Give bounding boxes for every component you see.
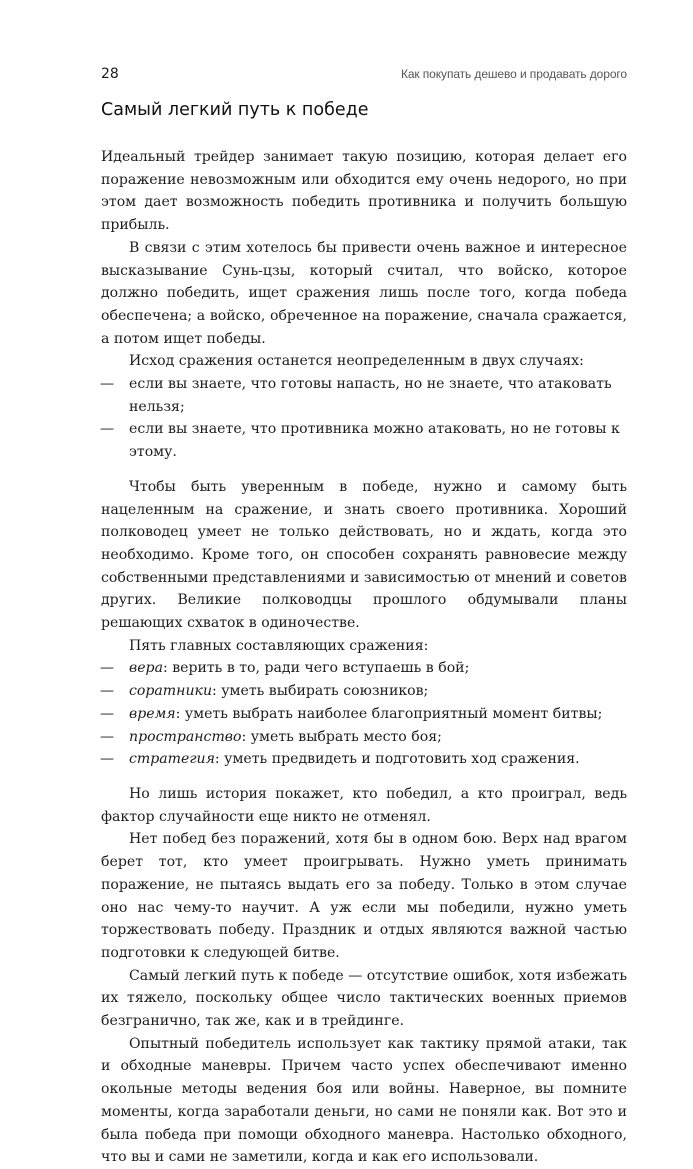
dash-bullet: — <box>100 751 115 768</box>
book-page <box>101 66 627 1169</box>
dash-bullet: — <box>100 376 115 393</box>
page-number: 28 <box>101 66 119 82</box>
list-item-text: : уметь выбрать наиболее благоприятный момент битвы; <box>175 705 603 722</box>
paragraph: Пять главных составляющих сражения: <box>129 637 429 654</box>
section-title: Самый легкий путь к победе <box>101 100 369 120</box>
paragraph: Но лишь история покажет, кто победил, а кто проиграл, ведь фактор случайности еще никто не отменял. <box>101 785 627 825</box>
list-item-term: вера <box>129 660 163 677</box>
list-item <box>101 680 627 703</box>
list-item-term: стратегия <box>129 751 215 768</box>
list-item-text: : уметь выбрать место боя; <box>241 728 442 745</box>
list-item-text: : уметь выбирать союзников; <box>212 683 429 700</box>
paragraph: Исход сражения останется неопределенным в двух случаях: <box>129 353 584 370</box>
list-item <box>101 373 627 418</box>
paragraph: Нет побед без поражений, хотя бы в одном бою. Верх над врагом берет тот, кто умеет проигрывать. Нужно уметь принимать поражение, не пытаясь выдать его за победу. Только в этом случае оно нас чему-то научит. А уж если мы победили, нужно уметь торжествовать победу. Праздник и отдых являются важной частью подготовки к следующей битве. <box>101 831 627 961</box>
running-header <box>101 66 627 82</box>
list-item-term: пространство <box>129 728 242 745</box>
running-book-title: Как покупать дешево и продавать дорого <box>400 67 627 81</box>
list-item <box>101 657 627 680</box>
dash-bullet: — <box>100 728 115 745</box>
list-item-text: : уметь предвидеть и подготовить ход сражения. <box>214 751 580 768</box>
body-text <box>101 146 627 1169</box>
paragraph: Идеальный трейдер занимает такую позицию, которая делает его поражение невозможным или обходится ему очень недорого, но при этом дает возможность победить противника и получить большую прибыль. <box>101 149 627 234</box>
dash-bullet: — <box>100 660 115 677</box>
paragraph: Самый легкий путь к победе — отсутствие ошибок, хотя избежать их тяжело, поскольку общее число тактических военных приемов безгранично, так же, как и в трейдинге. <box>101 967 627 1030</box>
dash-bullet: — <box>100 683 115 700</box>
paragraph: Чтобы быть уверенным в победе, нужно и самому быть нацеленным на сражение, и знать своего противника. Хороший полководец умеет не только действовать, но и ждать, когда это необходимо. Кроме того, он способен сохранять равновесие между собственными представлениями и зависимостью от мнений и советов других. Великие полководцы прошлого обдумывали планы решающих схваток в одиночестве. <box>101 478 627 632</box>
dash-bullet: — <box>100 705 115 722</box>
paragraph: Опытный победитель использует как тактику прямой атаки, так и обходные маневры. Причем часто успех обеспечивают именно окольные методы ведения боя или войны. Наверное, вы помните моменты, когда заработали деньги, но сами не поняли как. Вот это и была победа при помощи обходного маневра. Настолько обходного, что вы и сами не заметили, когда и как его использовали. <box>101 1035 627 1166</box>
list-item-term: соратники <box>129 683 213 700</box>
components-list <box>101 657 627 771</box>
list-item <box>101 748 627 771</box>
list-item-term: время <box>129 705 176 722</box>
list-item <box>101 726 627 749</box>
list-item-text: если вы знаете, что противника можно атаковать, но не готовы к этому. <box>129 421 620 461</box>
conditions-list <box>101 373 627 464</box>
paragraph: В связи с этим хотелось бы привести очень важное и интересное высказывание Сунь-цзы, который считал, что войско, которое должно победить, ищет сражения лишь после того, когда победа обеспечена; а войско, обреченное на поражение, сначала сражается, а потом ищет победы. <box>101 239 627 347</box>
dash-bullet: — <box>100 421 115 438</box>
list-item-text: : верить в то, ради чего вступаешь в бой; <box>162 660 470 677</box>
list-item <box>101 418 627 463</box>
list-item-text: если вы знаете, что готовы напасть, но не знаете, что атаковать нельзя; <box>129 376 612 415</box>
list-item <box>101 703 627 726</box>
